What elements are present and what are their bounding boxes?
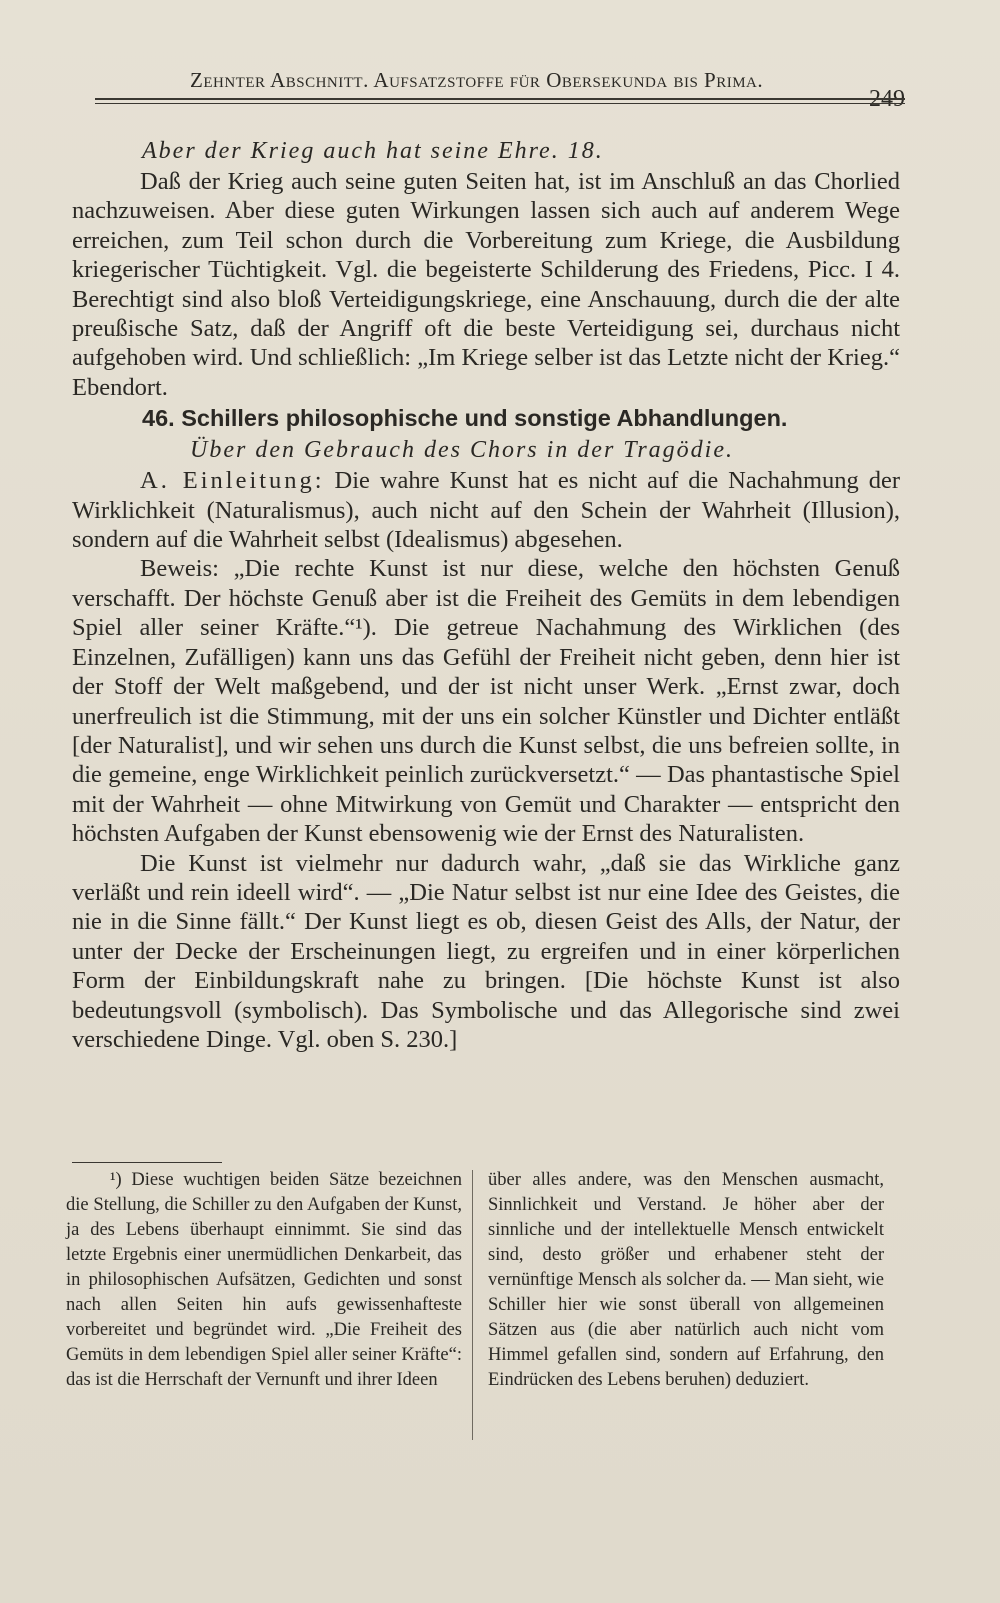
page-number: 249 xyxy=(869,86,905,112)
paragraph-proof: Beweis: „Die rechte Kunst ist nur diese, welche den höchsten Genuß verschafft. Der höchste Genuß aber ist die Freiheit des Gemüts in dem lebendigen Spiel aller seiner Kräfte.“¹). Die getreue Nachahmung des Wirklichen (des Einzelnen, Zufälligen) kann uns das Gefühl der Freiheit nicht geben, denn hier ist der Stoff der Welt maßgebend, und der ist nicht unser Werk. „Ernst zwar, doch unerfreulich ist die Stimmung, mit der uns ein solcher Künstler und Dichter entläßt [der Naturalist], und wir sehen uns durch die Kunst selbst, die uns befreien sollte, in die gemeine, enge Wirklichkeit peinlich zurückversetzt.“ — Das phantastische Spiel mit der Wahrheit — ohne Mitwirkung von Gemüt und Charakter — entspricht den höchsten Aufgaben der Kunst ebensowenig wie der Ernst des Naturalisten. xyxy=(72,555,900,848)
footnote-rule xyxy=(72,1162,222,1163)
introduction-lead: A. Einleitung: xyxy=(140,467,325,495)
footnote-column-divider xyxy=(472,1170,473,1440)
paragraph-introduction xyxy=(72,466,900,554)
introduction-text: Die wahre Kunst hat es nicht auf die Nachahmung der Wirklichkeit (Naturalismus), auch nicht auf den Schein der Wahrheit (Illusion), sondern auf die Wahrheit selbst (Idealismus) abgesehen. xyxy=(72,467,900,554)
footnote-right-column: über alles andere, was den Menschen ausmacht, Sinnlichkeit und Verstand. Je höher aber der sinnliche und der intellektuelle Mensch entwickelt sind, desto größer und erhabener steht der vernünftige Mensch als solcher da. — Man sieht, wie Schiller hier wie sonst überall von allgemeinen Sätzen aus (die aber natürlich auch nicht vom Himmel gefallen sind, sondern auf Erfahrung, den Eindrücken des Lebens beruhen) deduziert. xyxy=(488,1170,884,1390)
footnote-left-column: ¹) Diese wuchtigen beiden Sätze bezeichnen die Stellung, die Schiller zu den Aufgaben der Kunst, ja des Lebens überhaupt einnimmt. Sie sind das letzte Ergebnis einer unermüdlichen Denkarbeit, das in philosophischen Aufsätzen, Gedichten und sonst nach allen Seiten hin aufs gewissenhafteste vorbereitet und begründet wird. „Die Freiheit des Gemüts in dem lebendigen Spiel aller seiner Kräfte“: das ist die Herrschaft der Vernunft und ihrer Ideen xyxy=(66,1170,462,1390)
running-header-title: Zehnter Abschnitt. Aufsatzstoffe für Obersekunda bis Prima. xyxy=(190,68,764,92)
running-header xyxy=(95,68,905,112)
subsection-title: Aber der Krieg auch hat seine Ehre. 18. xyxy=(142,138,604,164)
paragraph-art-ideal: Die Kunst ist vielmehr nur dadurch wahr, „daß sie das Wirkliche ganz verläßt und rein ideell wird“. — „Die Natur selbst ist nur eine Idee des Geistes, die nie in die Sinne fällt.“ Der Kunst liegt es ob, diesen Geist des Alls, der Natur, der unter der Decke der Erscheinungen liegt, zu ergreifen und in einer körperlichen Form der Einbildungskraft nahe zu bringen. [Die höchste Kunst ist also bedeutungsvoll (symbolisch). Das Symbolische und das Allegorische sind zwei verschiedene Dinge. Vgl. oben S. 230.] xyxy=(72,849,900,1053)
section-heading: 46. Schillers philosophische und sonstige Abhandlungen. xyxy=(142,405,788,432)
section-subtitle: Über den Gebrauch des Chors in der Tragödie. xyxy=(190,437,734,464)
main-text xyxy=(72,135,900,1054)
paragraph-war: Daß der Krieg auch seine guten Seiten hat, ist im Anschluß an das Chorlied nachzuweisen. Aber diese guten Wirkungen lassen sich auch auf anderem Wege erreichen, zum Teil schon durch die Vorbereitung zum Kriege, die Ausbildung kriegerischer Tüchtigkeit. Vgl. die begeisterte Schilderung des Friedens, Picc. I 4. Berechtigt sind also bloß Verteidigungskriege, eine Anschauung, durch die der alte preußische Satz, daß der Angriff oft die beste Verteidigung sei, durchaus nicht aufgehoben wird. Und schließlich: „Im Kriege selber ist das Letzte nicht der Krieg.“ Ebendort. xyxy=(72,168,900,401)
header-rule xyxy=(95,98,905,104)
